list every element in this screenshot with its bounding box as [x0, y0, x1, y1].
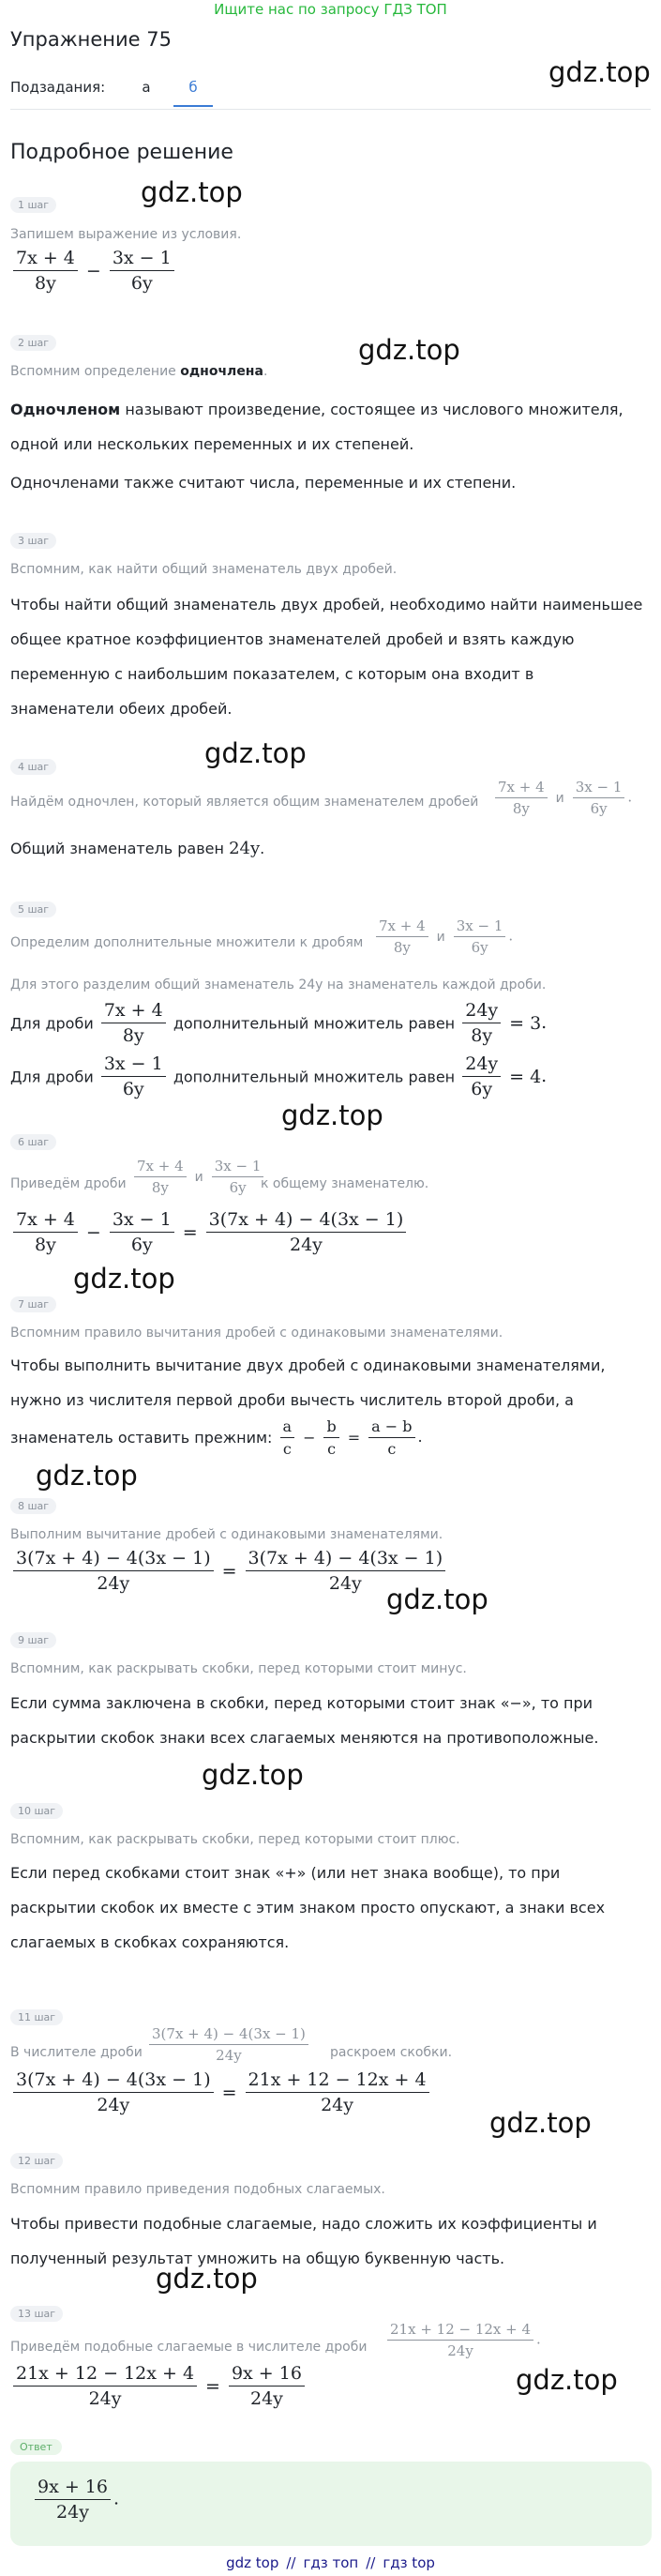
step-hint-after: к общему знаменателю.: [261, 1176, 429, 1191]
watermark: gdz.top: [548, 56, 651, 88]
step-hint: Вспомним, как найти общий знаменатель двух дробей.: [10, 562, 398, 577]
rule-text: Чтобы привести подобные слагаемые, надо сложить их коэффициенты и полученный результат умножить на общую буквенную часть.: [10, 2215, 597, 2267]
divider: [10, 109, 651, 110]
watermark: gdz.top: [141, 176, 243, 208]
common-denominator-text: Общий знаменатель равен 24y.: [10, 839, 265, 858]
step-badge: 2 шаг: [10, 335, 56, 351]
multiplier-row-1: Для дроби $\frac{7x + 4}{8y}$ дополнительный множитель равен $\frac{24y}{8y}$ = 3.: [10, 1000, 548, 1046]
subtask-tab-b[interactable]: б: [188, 79, 198, 96]
hint-fractions: $\frac{7x + 4}{8y}$ и $\frac{3x - 1}{6y}$: [131, 1158, 266, 1196]
subtask-tab-a[interactable]: а: [142, 79, 151, 96]
step-badge: 10 шаг: [10, 1803, 63, 1819]
hint-fractions: $\frac{7x + 4}{8y}$ и $\frac{3x - 1}{6y}$ .: [492, 779, 632, 817]
watermark: gdz.top: [281, 1099, 383, 1131]
watermark: gdz.top: [202, 1759, 304, 1791]
step-hint: Вспомним правило приведения подобных слагаемых.: [10, 2182, 385, 2197]
step-badge: 5 шаг: [10, 902, 56, 917]
watermark: gdz.top: [358, 334, 460, 366]
step-hint: Определим дополнительные множители к дробям: [10, 935, 364, 950]
expression: $\frac{21x + 12 - 12x + 4}{24y}$ = $\frac{9x + 16}{24y}$: [10, 2363, 308, 2409]
step-hint: Приведём подобные слагаемые в числителе дроби: [10, 2340, 368, 2355]
step-badge: 7 шаг: [10, 1296, 56, 1312]
watermark: gdz.top: [204, 737, 307, 769]
answer-value: $\frac{9x + 16}{24y}$ .: [32, 2477, 119, 2523]
definition-note: Одночленами также считают числа, переменные и их степени.: [10, 474, 517, 492]
watermark: gdz.top: [386, 1583, 488, 1615]
step-badge: 1 шаг: [10, 197, 56, 213]
subtasks-label: Подзадания:: [10, 79, 106, 96]
step-badge: 4 шаг: [10, 759, 56, 775]
answer-badge: Ответ: [10, 2439, 62, 2455]
subtraction-rule: знаменатель оставить прежним: $\frac{a}{c}$ − $\frac{b}{c}$ = $\frac{a - b}{c}$ .: [10, 1417, 423, 1458]
section-title: Подробное решение: [10, 141, 233, 164]
rule-text: Если сумма заключена в скобки, перед которыми стоит знак «−», то при раскрытии скобок знаки всех слагаемых меняются на противоположные.: [10, 1694, 599, 1747]
expression: $\frac{7x + 4}{8y}$ − $\frac{3x - 1}{6y}$: [10, 248, 177, 294]
watermark: gdz.top: [516, 2364, 618, 2396]
footer-link[interactable]: гдз топ: [303, 2554, 359, 2571]
expression: $\frac{3(7x + 4) - 4(3x - 1)}{24y}$ = $\frac{3(7x + 4) - 4(3x - 1)}{24y}$: [10, 1548, 448, 1594]
watermark: gdz.top: [36, 1460, 138, 1492]
rule-text: Если перед скобками стоит знак «+» (или нет знака вообще), то при раскрытии скобок их вместе с этим знаком просто опускают, а знаки всех слагаемых в скобках сохраняются.: [10, 1864, 606, 1951]
step-badge: 13 шаг: [10, 2306, 63, 2322]
step-badge: 11 шаг: [10, 2009, 63, 2025]
step-hint: Приведём дроби: [10, 1176, 127, 1191]
step-hint: Вспомним, как раскрывать скобки, перед которыми стоит минус.: [10, 1661, 467, 1676]
hint-fractions: $\frac{7x + 4}{8y}$ и $\frac{3x - 1}{6y}$ .: [373, 917, 513, 956]
step-hint-after: раскроем скобки.: [330, 2045, 453, 2060]
active-tab-indicator: [173, 105, 213, 107]
step-badge: 9 шаг: [10, 1632, 56, 1648]
expression: $\frac{3(7x + 4) - 4(3x - 1)}{24y}$ = $\frac{21x + 12 - 12x + 4}{24y}$: [10, 2069, 432, 2115]
step-hint: Найдём одночлен, который является общим знаменателем дробей: [10, 795, 479, 810]
multiplier-row-2: Для дроби $\frac{3x - 1}{6y}$ дополнительный множитель равен $\frac{24y}{6y}$ = 4.: [10, 1053, 548, 1099]
footer-link[interactable]: гдз top: [383, 2554, 435, 2571]
footer-links: gdz top // гдз топ // гдз top: [226, 2554, 435, 2571]
step-hint-2: Для этого разделим общий знаменатель 24y на знаменатель каждой дроби.: [10, 977, 547, 993]
watermark: gdz.top: [156, 2263, 258, 2295]
step-hint: Вспомним определение одночлена.: [10, 364, 268, 379]
hint-fraction: $\frac{3(7x + 4) - 4(3x - 1)}{24y}$: [146, 2025, 311, 2064]
step-hint: Выполним вычитание дробей с одинаковыми знаменателями.: [10, 1527, 443, 1542]
promo-banner[interactable]: Ищите нас по запросу ГДЗ ТОП: [214, 1, 447, 18]
rule-text: Чтобы найти общий знаменатель двух дробей, необходимо найти наименьшее общее кратное коэффициентов знаменателей дробей и взять каждую переменную с наибольшим показателем, с которым она входит в знаменатели обеих дробей.: [10, 596, 643, 718]
step-badge: 6 шаг: [10, 1134, 56, 1150]
step-badge: 12 шаг: [10, 2153, 63, 2169]
step-hint: Запишем выражение из условия.: [10, 227, 242, 242]
exercise-title: Упражнение 75: [10, 28, 172, 51]
watermark: gdz.top: [73, 1263, 175, 1295]
step-hint: Вспомним правило вычитания дробей с одинаковыми знаменателями.: [10, 1326, 503, 1341]
expression: $\frac{7x + 4}{8y}$ − $\frac{3x - 1}{6y}$ = $\frac{3(7x + 4) - 4(3x - 1)}{24y}$: [10, 1209, 409, 1255]
step-badge: 3 шаг: [10, 533, 56, 549]
step-hint: Вспомним, как раскрывать скобки, перед которыми стоит плюс.: [10, 1832, 460, 1847]
step-badge: 8 шаг: [10, 1498, 56, 1514]
definition-text: Одночленом называют произведение, состоящее из числового множителя, одной или нескольких переменных и их степеней.: [10, 401, 623, 453]
rule-text: Чтобы выполнить вычитание двух дробей с одинаковыми знаменателями, нужно из числителя первой дроби вычесть числитель второй дроби, а: [10, 1356, 606, 1409]
footer-link[interactable]: gdz top: [226, 2554, 279, 2571]
watermark: gdz.top: [489, 2107, 592, 2139]
step-hint: В числителе дроби: [10, 2045, 143, 2060]
hint-fraction: $\frac{21x + 12 - 12x + 4}{24y}$ .: [384, 2321, 541, 2359]
